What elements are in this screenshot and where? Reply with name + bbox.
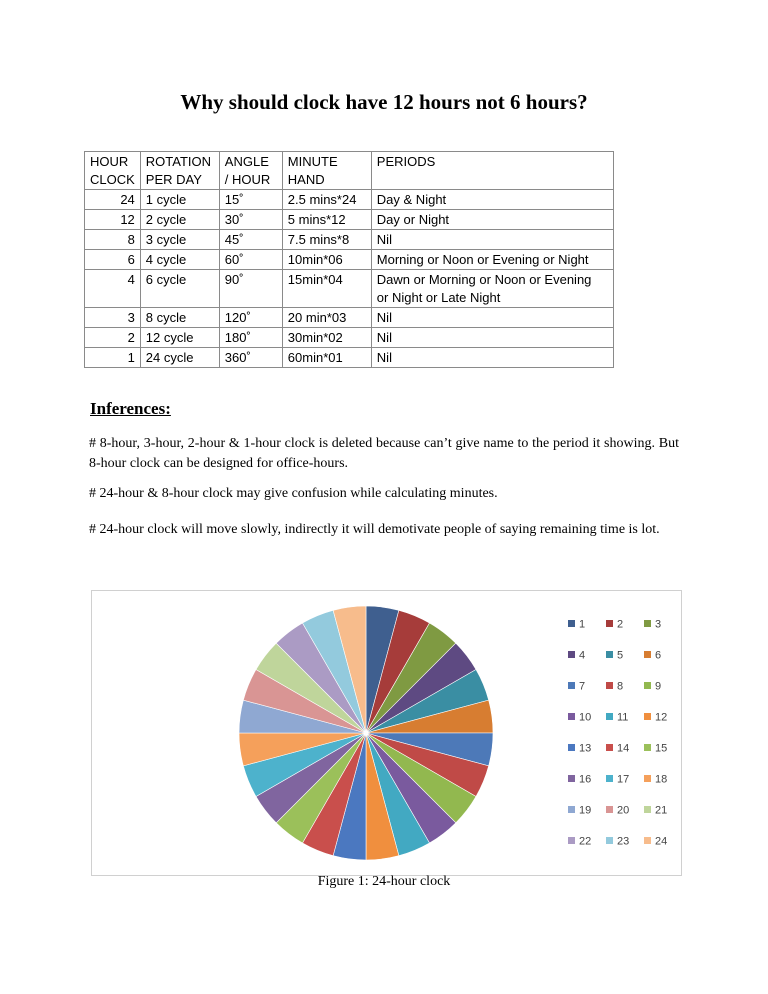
table-cell-hour: 2 [85,328,141,348]
column-header-line: / HOUR [224,172,271,187]
table-cell-minute: 10min*06 [282,250,371,270]
legend-label: 6 [655,649,662,662]
column-header-line: CLOCK [90,172,135,187]
legend-swatch [606,713,613,720]
legend-item-9 [644,681,661,693]
table-cell-rotation: 3 cycle [140,230,219,250]
table-cell-periods [371,270,613,308]
period-line: Morning or Noon or Evening or Night [376,252,589,267]
table-cell-minute: 5 mins*12 [282,210,371,230]
legend-label: 3 [655,618,662,631]
legend-swatch [644,713,651,720]
table-cell-angle: 30˚ [219,210,282,230]
legend-swatch [568,651,575,658]
column-header-line: HAND [287,172,325,187]
legend-swatch [606,744,613,751]
table-cell-periods [371,328,613,348]
period-line: Nil [376,232,392,247]
table-cell-angle: 120˚ [219,308,282,328]
table-cell-minute: 20 min*03 [282,308,371,328]
legend-label: 23 [617,835,630,848]
column-header-line: PERIODS [376,154,436,169]
legend-label: 18 [655,773,668,786]
legend-label: 20 [617,804,630,817]
table-row [85,190,614,210]
table-cell-periods [371,348,613,368]
table-cell-hour: 4 [85,270,141,308]
table-cell-hour: 3 [85,308,141,328]
legend-swatch [568,775,575,782]
legend-item-8 [606,681,623,693]
table-cell-angle: 180˚ [219,328,282,348]
table-row [85,308,614,328]
legend-swatch [644,620,651,627]
legend-label: 12 [655,711,668,724]
table-cell-rotation: 8 cycle [140,308,219,328]
legend-item-3 [644,619,661,631]
legend-item-2 [606,619,623,631]
legend-label: 4 [579,649,586,662]
legend-label: 10 [579,711,592,724]
table-cell-hour: 6 [85,250,141,270]
table-cell-periods [371,250,613,270]
legend-label: 19 [579,804,592,817]
table-cell-minute: 7.5 mins*8 [282,230,371,250]
legend-item-20 [606,805,629,817]
column-header [140,152,219,190]
legend-label: 1 [579,618,586,631]
column-header [85,152,141,190]
legend-swatch [606,651,613,658]
legend-label: 2 [617,618,624,631]
legend-item-24 [644,836,667,848]
legend-item-1 [568,619,585,631]
legend-label: 7 [579,680,586,693]
table-cell-rotation: 4 cycle [140,250,219,270]
column-header-line: MINUTE [287,154,338,169]
legend-label: 5 [617,649,624,662]
table-row [85,250,614,270]
table-cell-rotation: 24 cycle [140,348,219,368]
table-cell-rotation: 12 cycle [140,328,219,348]
legend-label: 9 [655,680,662,693]
legend-swatch [644,651,651,658]
legend-item-17 [606,774,629,786]
legend-item-4 [568,650,585,662]
page-title: Why should clock have 12 hours not 6 hours? [180,90,588,114]
table-cell-angle: 360˚ [219,348,282,368]
legend-swatch [644,837,651,844]
period-line: Nil [376,350,392,365]
legend-swatch [568,806,575,813]
table-row [85,348,614,368]
legend-item-19 [568,805,591,817]
legend-label: 17 [617,773,630,786]
legend-item-7 [568,681,585,693]
table-cell-periods [371,230,613,250]
legend-swatch [606,775,613,782]
table-row [85,230,614,250]
legend-label: 24 [655,835,668,848]
column-header [282,152,371,190]
table-row [85,270,614,308]
legend-swatch [568,744,575,751]
column-header-line: ANGLE [224,154,269,169]
legend-swatch [568,713,575,720]
legend-swatch [606,806,613,813]
legend-label: 22 [579,835,592,848]
legend-swatch [644,775,651,782]
legend-swatch [568,682,575,689]
table-cell-hour: 1 [85,348,141,368]
legend-label: 11 [617,711,629,724]
legend-swatch [644,806,651,813]
inference-paragraph: # 8-hour, 3-hour, 2-hour & 1-hour clock is deleted because can’t give name to the period it showing. But 8-hour clock can be designed for office-hours. [89,436,679,471]
table-cell-minute: 60min*01 [282,348,371,368]
clock-comparison-table [84,151,614,368]
table-cell-minute: 2.5 mins*24 [282,190,371,210]
inference-paragraph: # 24-hour clock will move slowly, indirectly it will demotivate people of saying remaining time is lot. [89,522,660,537]
table-cell-angle: 60˚ [219,250,282,270]
legend-item-10 [568,712,591,724]
legend-item-6 [644,650,661,662]
table-cell-hour: 12 [85,210,141,230]
column-header-line: PER DAY [145,172,202,187]
legend-item-5 [606,650,623,662]
legend-label: 14 [617,742,630,755]
period-line: Day or Night [376,212,450,227]
table-cell-periods [371,308,613,328]
legend-label: 13 [579,742,592,755]
legend-swatch [644,682,651,689]
table-cell-rotation: 2 cycle [140,210,219,230]
period-line: Day & Night [376,192,447,207]
table-cell-angle: 15˚ [219,190,282,210]
period-line: Nil [376,310,392,325]
legend-item-16 [568,774,591,786]
pie-chart [92,591,681,875]
column-header-line: ROTATION [145,154,212,169]
table-cell-hour: 24 [85,190,141,210]
period-line: Nil [376,330,392,345]
legend-swatch [606,682,613,689]
legend-swatch [606,620,613,627]
legend-label: 16 [579,773,592,786]
legend-item-21 [644,805,667,817]
figure-caption: Figure 1: 24-hour clock [317,874,451,889]
table-cell-minute: 30min*02 [282,328,371,348]
legend-item-15 [644,743,667,755]
table-cell-minute: 15min*04 [282,270,371,308]
table-cell-rotation: 1 cycle [140,190,219,210]
table-cell-rotation: 6 cycle [140,270,219,308]
legend-item-13 [568,743,591,755]
column-header-line: HOUR [90,154,129,169]
legend-item-22 [568,836,591,848]
table-cell-periods [371,190,613,210]
period-line: or Night or Late Night [376,290,501,305]
column-header [219,152,282,190]
pie-chart-frame [91,590,682,876]
legend-label: 8 [617,680,624,693]
table-cell-angle: 90˚ [219,270,282,308]
period-line: Dawn or Morning or Noon or Evening [376,272,592,287]
inferences-heading: Inferences: [90,399,171,418]
legend-item-14 [606,743,629,755]
table-cell-periods [371,210,613,230]
legend-label: 15 [655,742,668,755]
column-header [371,152,613,190]
legend-item-23 [606,836,629,848]
legend-swatch [606,837,613,844]
table-row [85,210,614,230]
legend-swatch [568,620,575,627]
legend-item-11 [606,712,628,724]
legend-swatch [644,744,651,751]
table-cell-angle: 45˚ [219,230,282,250]
inference-paragraph: # 24-hour & 8-hour clock may give confusion while calculating minutes. [89,486,498,501]
legend-item-12 [644,712,667,724]
table-cell-hour: 8 [85,230,141,250]
legend-swatch [568,837,575,844]
legend-label: 21 [655,804,668,817]
table-row [85,328,614,348]
table-header-row [85,152,614,190]
legend-item-18 [644,774,667,786]
